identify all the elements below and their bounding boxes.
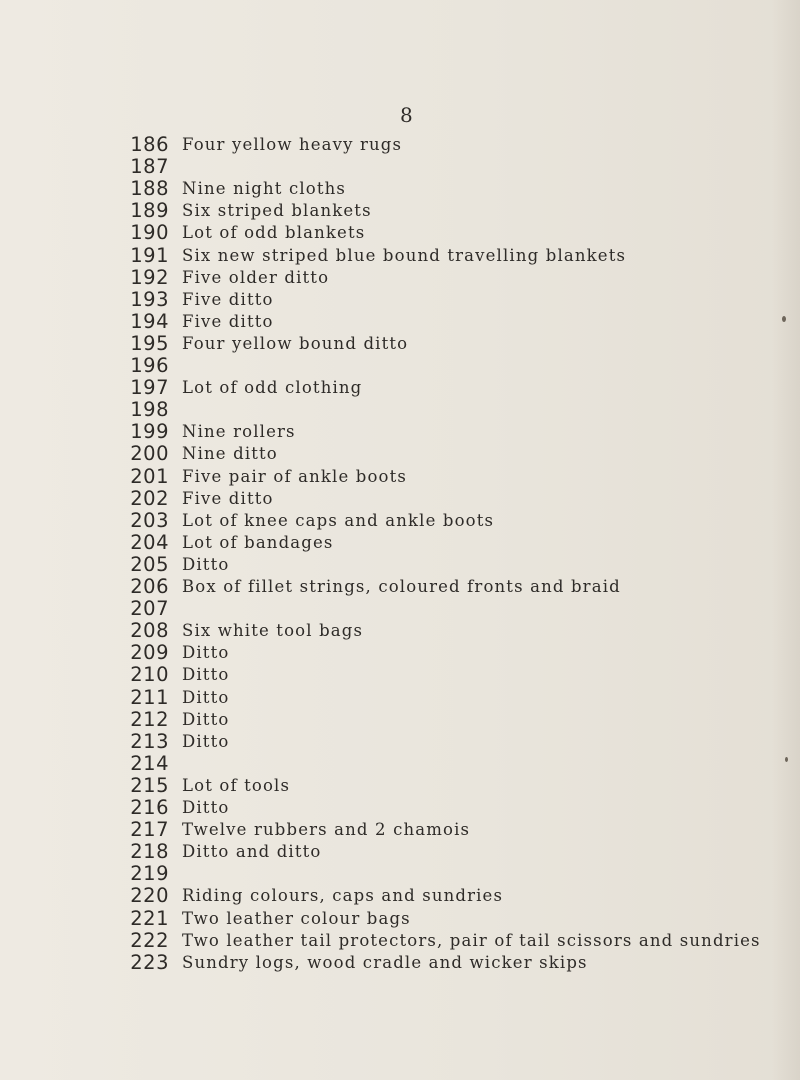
lot-description: Six white tool bags: [182, 621, 364, 641]
lot-number: 192: [130, 265, 169, 289]
lot-row: [0, 908, 800, 930]
lot-row: [0, 510, 800, 532]
lot-row: [0, 753, 800, 775]
lot-number: 187: [130, 155, 169, 179]
lot-number: 213: [130, 729, 169, 753]
lot-description: Six new striped blue bound travelling blankets: [182, 245, 627, 265]
lot-row: [0, 178, 800, 200]
lot-description: Box of fillet strings, coloured fronts and braid: [182, 577, 621, 596]
lot-row: [0, 576, 800, 598]
lot-description: Ditto and ditto: [182, 842, 322, 862]
lot-row: [0, 245, 800, 267]
lot-description: Five pair of ankle boots: [182, 466, 408, 486]
lot-row: [0, 885, 800, 907]
lot-description: Lot of odd clothing: [182, 378, 363, 398]
lot-number: 223: [130, 950, 169, 974]
lot-number: 205: [130, 552, 169, 576]
lot-row: [0, 333, 800, 355]
lot-description: Ditto: [182, 643, 230, 663]
lot-number: 220: [130, 884, 169, 908]
lot-row: [0, 731, 800, 753]
lot-description: Ditto: [182, 731, 230, 751]
lot-number: 199: [130, 420, 169, 444]
lot-number: 186: [130, 133, 169, 156]
lot-number: 209: [130, 641, 169, 665]
lot-description: Nine rollers: [182, 422, 296, 442]
lot-number: 203: [130, 508, 169, 532]
lot-description: Ditto: [182, 687, 230, 707]
lot-description: Lot of bandages: [182, 532, 334, 552]
lot-number: 189: [130, 199, 169, 223]
lot-number: 190: [130, 221, 169, 245]
lot-description: Nine ditto: [182, 444, 278, 464]
lot-number: 195: [130, 331, 169, 355]
lot-description: Two leather colour bags: [182, 908, 411, 928]
lot-number: 194: [130, 309, 169, 333]
lot-row: [0, 797, 800, 819]
lot-row: [0, 421, 800, 443]
lot-number: 214: [130, 751, 169, 775]
lot-description: Lot of odd blankets: [182, 223, 366, 243]
lot-row: [0, 200, 800, 222]
lot-description: Sundry logs, wood cradle and wicker skips: [182, 952, 588, 972]
lot-description: Five ditto: [182, 488, 274, 508]
lot-description: Two leather tail protectors, pair of tail scissors and sundries: [182, 930, 761, 950]
lot-number: 200: [130, 442, 169, 466]
lot-row: [0, 598, 800, 620]
lot-row: [0, 355, 800, 377]
lot-row: [0, 466, 800, 488]
lot-description: Riding colours, caps and sundries: [182, 886, 504, 906]
lot-description: Nine night cloths: [182, 179, 347, 199]
lot-row: [0, 377, 800, 399]
lot-row: [0, 311, 800, 333]
lot-row: [0, 952, 800, 974]
lot-number: 198: [130, 398, 169, 422]
lot-row: [0, 156, 800, 178]
lot-row: [0, 488, 800, 510]
lot-description: Five ditto: [182, 311, 274, 331]
lot-number: 191: [130, 243, 169, 267]
lot-number: 222: [130, 928, 169, 952]
lot-number: 215: [130, 773, 169, 797]
lot-row: [0, 775, 800, 797]
lot-number: 188: [130, 177, 169, 201]
lot-description: Ditto: [182, 554, 230, 574]
lot-row: [0, 930, 800, 952]
lot-number: 202: [130, 486, 169, 510]
lot-number: 217: [130, 818, 169, 842]
lot-number: 197: [130, 376, 169, 400]
lot-row: [0, 267, 800, 289]
lot-number: 219: [130, 862, 169, 886]
lot-row: [0, 863, 800, 885]
lot-number: 196: [130, 354, 169, 377]
paper-speck: [782, 316, 786, 322]
lot-row: [0, 399, 800, 421]
lot-description: Twelve rubbers and 2 chamois: [182, 820, 471, 840]
lot-description: Ditto: [182, 798, 230, 817]
lot-row: [0, 819, 800, 841]
lot-description: Four yellow bound ditto: [182, 333, 409, 353]
lot-number: 204: [130, 530, 169, 554]
lot-description: Five older ditto: [182, 267, 330, 287]
lot-description: Four yellow heavy rugs: [182, 135, 403, 154]
lot-number: 216: [130, 796, 169, 819]
lot-number: 208: [130, 619, 169, 643]
lot-row: [0, 134, 800, 156]
lot-row: [0, 620, 800, 642]
page-number: 8: [400, 103, 413, 127]
lot-description: Lot of knee caps and ankle boots: [182, 510, 495, 530]
lot-description: Five ditto: [182, 289, 274, 309]
lot-number: 207: [130, 597, 169, 621]
lot-description: Ditto: [182, 709, 230, 729]
lot-number: 201: [130, 464, 169, 488]
lot-row: [0, 532, 800, 554]
lot-row: [0, 642, 800, 664]
lot-row: [0, 664, 800, 686]
lot-row: [0, 222, 800, 244]
lot-row: [0, 841, 800, 863]
paper-speck: [785, 757, 788, 762]
lot-description: Ditto: [182, 665, 230, 685]
lot-row: [0, 709, 800, 731]
lot-number: 210: [130, 663, 169, 687]
lot-row: [0, 554, 800, 576]
lot-number: 193: [130, 287, 169, 311]
lot-description: Six striped blankets: [182, 201, 372, 221]
lot-row: [0, 289, 800, 311]
lot-number: 218: [130, 840, 169, 864]
lot-description: Lot of tools: [182, 775, 291, 795]
lot-number: 221: [130, 906, 169, 930]
lot-number: 206: [130, 575, 169, 598]
lot-number: 212: [130, 707, 169, 731]
lot-row: [0, 687, 800, 709]
lot-row: [0, 443, 800, 465]
lot-number: 211: [130, 685, 169, 709]
